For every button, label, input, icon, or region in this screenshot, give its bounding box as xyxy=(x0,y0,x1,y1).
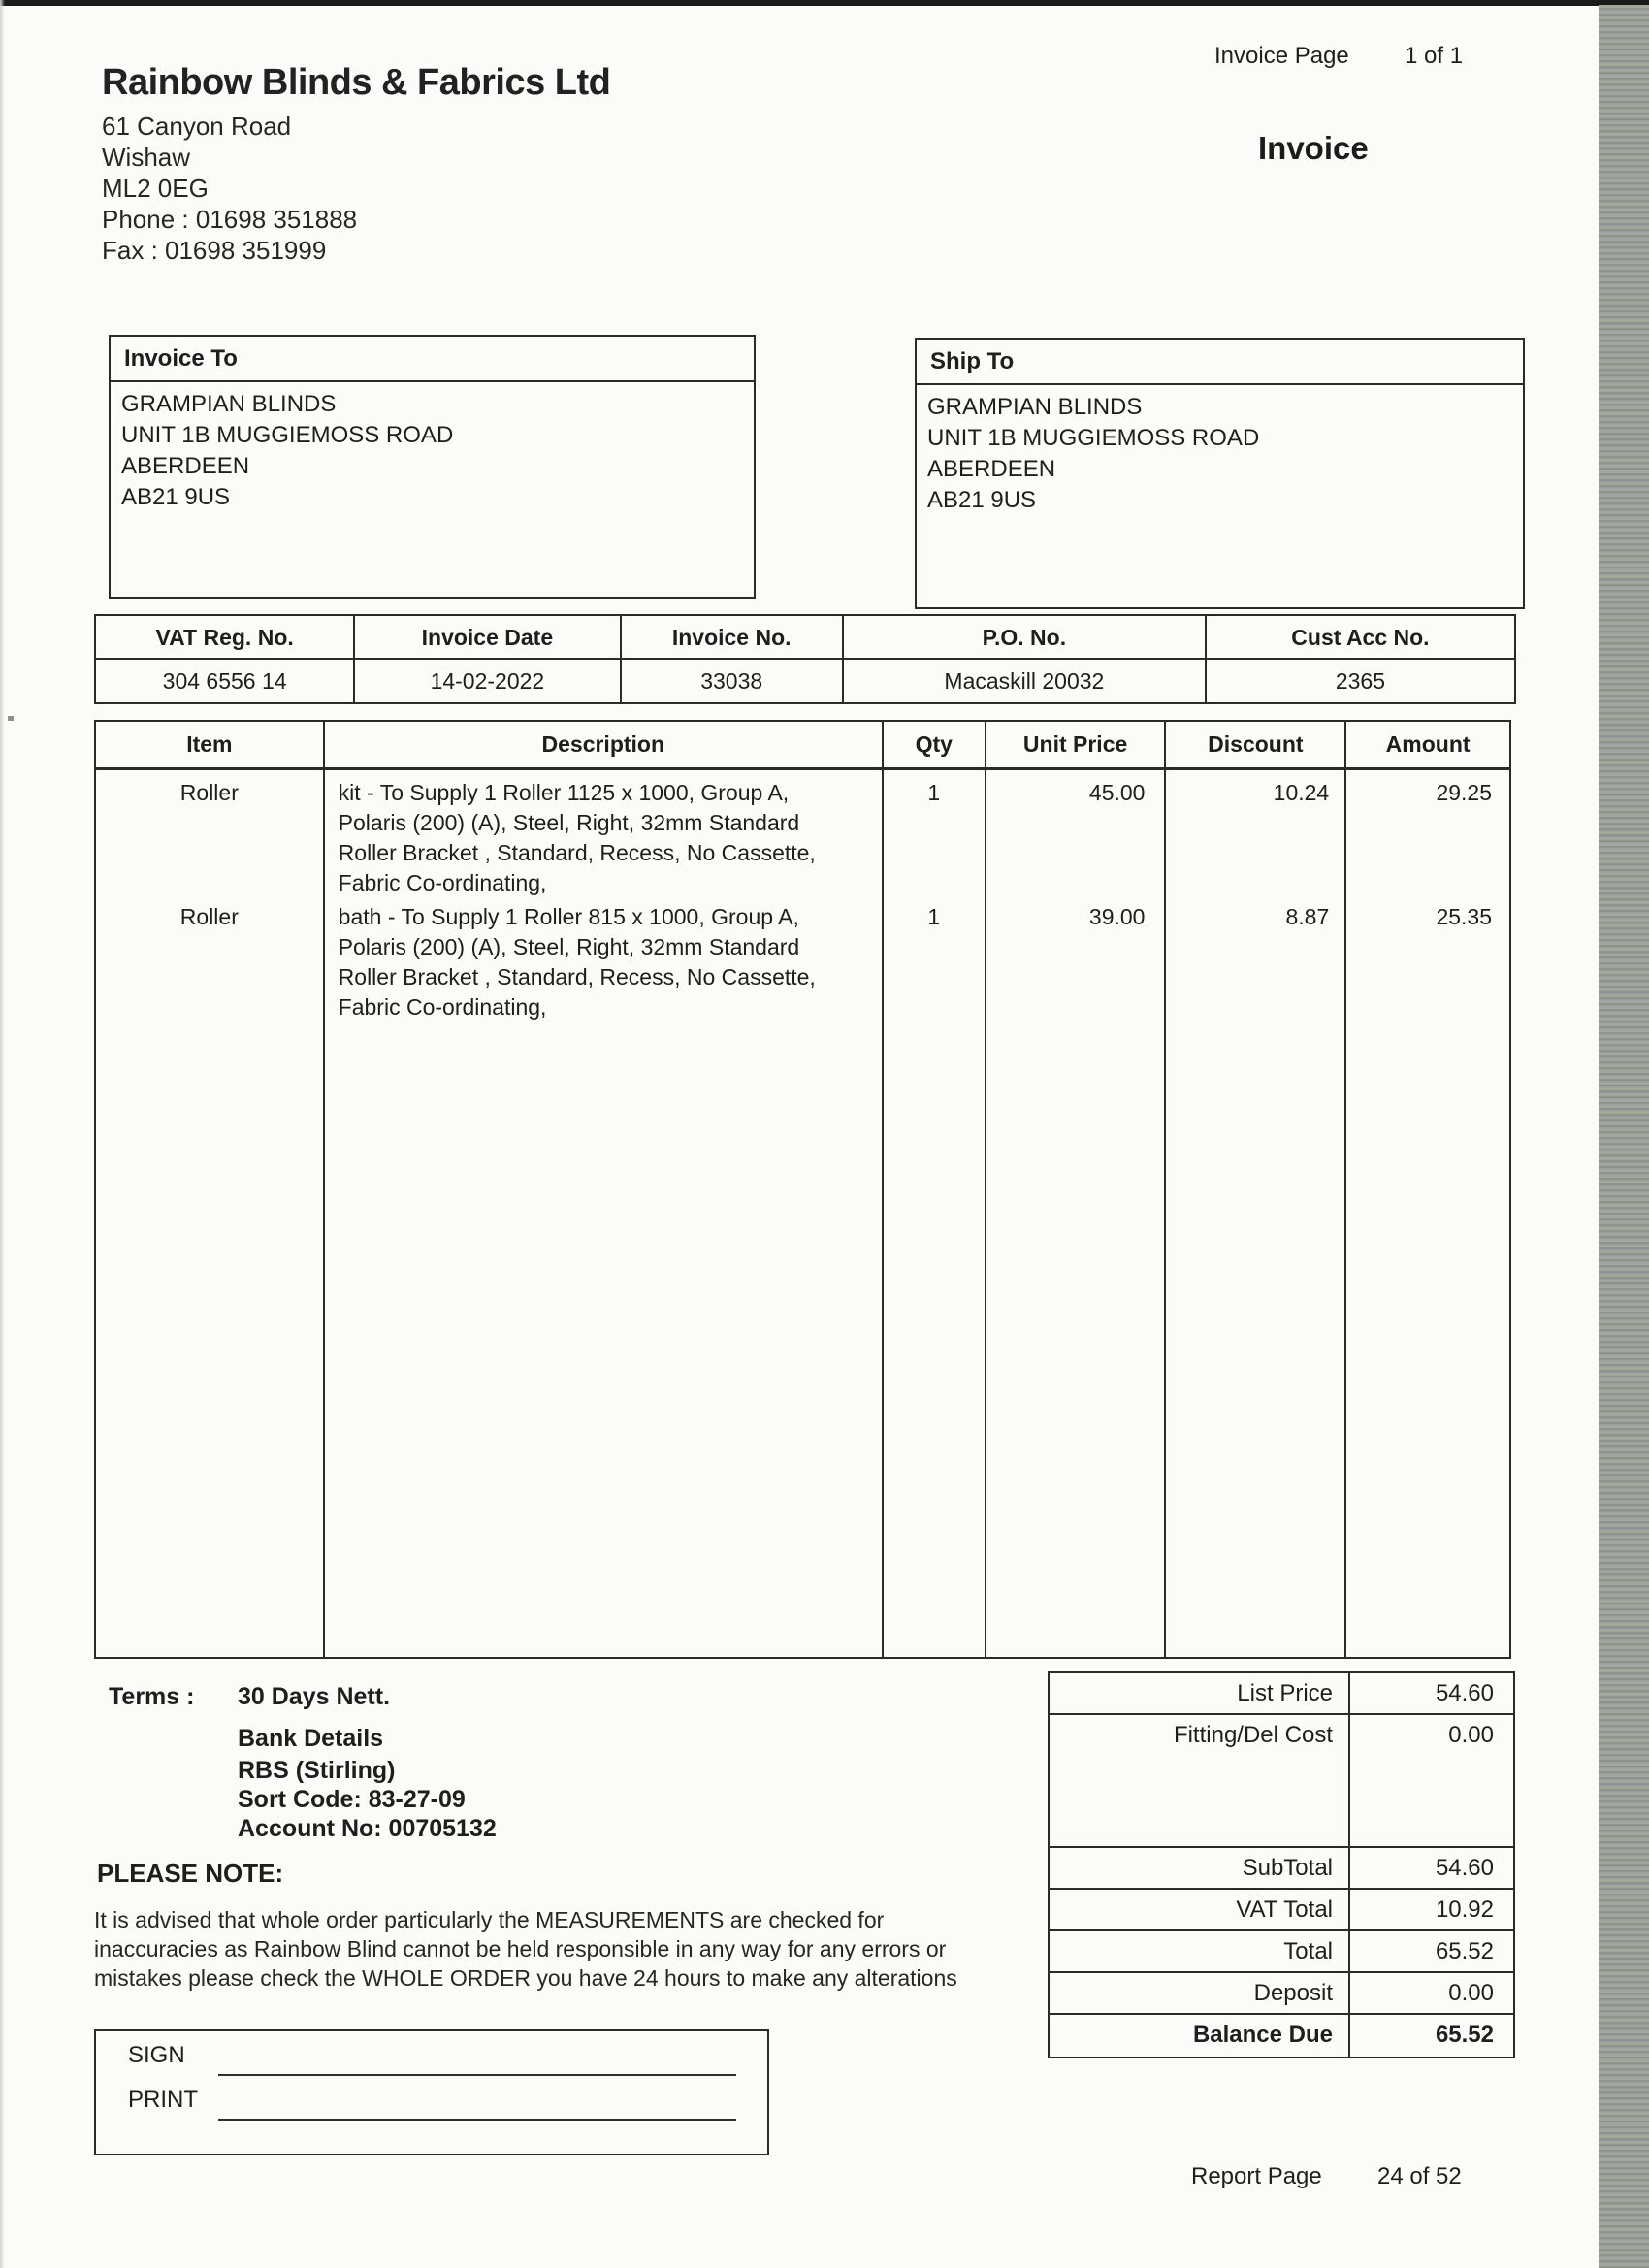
items-header-row xyxy=(96,722,1509,770)
signature-box xyxy=(94,2029,769,2155)
items-header-amount: Amount xyxy=(1385,731,1471,757)
item-description-row1: kit - To Supply 1 Roller 1125 x 1000, Group A, Polaris (200) (A), Steel, Right, 32mm Standard Roller Bracket , Standard, Recess, No Cassette, Fabric Co-ordinating, xyxy=(338,780,816,895)
totals-label: SubTotal xyxy=(1242,1855,1333,1881)
company-address: 61 Canyon Road Wishaw ML2 0EG Phone : 01698 351888 Fax : 01698 351999 xyxy=(102,112,358,265)
items-header-item: Item xyxy=(96,722,325,767)
meta-value-vat: 304 6556 14 xyxy=(96,660,355,702)
bank-details-lines: RBS (Stirling) Sort Code: 83-27-09 Account No: 00705132 xyxy=(238,1757,497,1842)
item-description-row2: bath - To Supply 1 Roller 815 x 1000, Group A, Polaris (200) (A), Steel, Right, 32mm Standard Roller Bracket , Standard, Recess, No Cassette, Fabric Co-ordinating, xyxy=(338,904,816,1020)
totals-value: 54.60 xyxy=(1348,1848,1513,1888)
invoice-to-address: GRAMPIAN BLINDS UNIT 1B MUGGIEMOSS ROAD ABERDEEN AB21 9US xyxy=(121,391,454,510)
items-column-unit-price xyxy=(986,770,1167,1657)
invoice-to-box xyxy=(109,335,756,599)
totals-value: 0.00 xyxy=(1348,1715,1513,1846)
totals-label: VAT Total xyxy=(1236,1896,1333,1923)
meta-value-po-no: Macaskill 20032 xyxy=(844,660,1207,702)
items-header-qty: Qty xyxy=(884,722,986,767)
document-title: Invoice xyxy=(1258,130,1369,166)
item-discount-row1: 10.24 xyxy=(1273,780,1330,805)
ship-to-box xyxy=(915,338,1525,609)
items-header-discount: Discount xyxy=(1166,722,1346,767)
print-line xyxy=(218,2119,736,2121)
totals-row-deposit xyxy=(1050,1973,1513,2015)
meta-value-row xyxy=(96,660,1514,702)
meta-header-po-no: P.O. No. xyxy=(844,616,1207,658)
items-column-description xyxy=(325,770,884,1657)
totals-value: 65.52 xyxy=(1348,1931,1513,1971)
meta-header-cust-acc: Cust Acc No. xyxy=(1291,625,1430,650)
items-column-amount xyxy=(1346,770,1509,1657)
items-body xyxy=(96,770,1509,1657)
terms-label: Terms : xyxy=(109,1683,195,1710)
meta-value-invoice-no: 33038 xyxy=(622,660,844,702)
sign-line xyxy=(218,2074,736,2076)
item-qty-row2: 1 xyxy=(927,904,941,929)
totals-value: 0.00 xyxy=(1348,1973,1513,2013)
items-column-item xyxy=(96,770,325,1657)
bank-details-title: Bank Details xyxy=(238,1725,384,1752)
item-name-row2: Roller xyxy=(179,904,239,929)
totals-box xyxy=(1048,1671,1515,2058)
scanner-background-strip xyxy=(1599,5,1649,2268)
ship-to-address: GRAMPIAN BLINDS UNIT 1B MUGGIEMOSS ROAD ABERDEEN AB21 9US xyxy=(927,394,1260,513)
items-column-qty xyxy=(884,770,986,1657)
item-unit-price-row1: 45.00 xyxy=(1088,780,1146,805)
totals-row-fitting-del-cost xyxy=(1050,1715,1513,1848)
scan-speck xyxy=(8,716,14,721)
item-name-row1: Roller xyxy=(179,780,239,805)
scan-top-edge xyxy=(0,0,1649,6)
items-header-description: Description xyxy=(325,722,884,767)
invoice-to-label: Invoice To xyxy=(111,337,754,382)
item-unit-price-row2: 39.00 xyxy=(1088,904,1146,929)
totals-value: 54.60 xyxy=(1348,1673,1513,1713)
item-discount-row2: 8.87 xyxy=(1285,904,1330,929)
scan-left-edge xyxy=(0,0,5,2268)
invoice-page-label: Invoice Page xyxy=(1214,43,1349,69)
invoice-meta-table xyxy=(94,614,1516,704)
meta-header-row xyxy=(96,616,1514,660)
meta-header-invoice-no: Invoice No. xyxy=(622,616,844,658)
company-name: Rainbow Blinds & Fabrics Ltd xyxy=(102,62,611,103)
report-page-label: Report Page xyxy=(1191,2163,1322,2189)
meta-header-vat: VAT Reg. No. xyxy=(96,616,355,658)
totals-row-subtotal xyxy=(1050,1848,1513,1890)
print-label: PRINT xyxy=(128,2087,198,2113)
item-amount-row2: 25.35 xyxy=(1436,904,1492,929)
totals-label: Deposit xyxy=(1253,1980,1333,2006)
meta-header-date: Invoice Date xyxy=(355,616,621,658)
please-note-title: PLEASE NOTE: xyxy=(97,1859,284,1888)
invoice-page-number: 1 of 1 xyxy=(1405,43,1464,69)
item-amount-row1: 29.25 xyxy=(1436,780,1492,805)
meta-value-cust-acc: 2365 xyxy=(1335,668,1386,694)
totals-value: 10.92 xyxy=(1348,1890,1513,1929)
totals-row-balance-due xyxy=(1050,2015,1513,2057)
terms-value: 30 Days Nett. xyxy=(238,1683,391,1710)
please-note-body: It is advised that whole order particularly the MEASUREMENTS are checked for inaccuracies as Rainbow Blind cannot be held responsible in any way for any errors or mistakes please check the WHOLE ORDER you have 24 hours to make any alterations xyxy=(94,1907,957,1991)
totals-label: Balance Due xyxy=(1192,2022,1333,2048)
totals-row-vat-total xyxy=(1050,1890,1513,1931)
items-header-unit-price: Unit Price xyxy=(986,722,1167,767)
totals-label: List Price xyxy=(1237,1680,1333,1706)
report-page-number: 24 of 52 xyxy=(1377,2163,1462,2189)
meta-value-date: 14-02-2022 xyxy=(355,660,621,702)
totals-row-list-price xyxy=(1050,1673,1513,1715)
totals-label: Total xyxy=(1283,1938,1333,1964)
item-qty-row1: 1 xyxy=(927,780,941,805)
totals-value: 65.52 xyxy=(1348,2015,1513,2057)
sign-label: SIGN xyxy=(128,2042,185,2068)
items-column-discount xyxy=(1166,770,1346,1657)
totals-row-total xyxy=(1050,1931,1513,1973)
ship-to-label: Ship To xyxy=(917,340,1523,385)
line-items-table xyxy=(94,720,1511,1659)
totals-label: Fitting/Del Cost xyxy=(1173,1722,1333,1748)
